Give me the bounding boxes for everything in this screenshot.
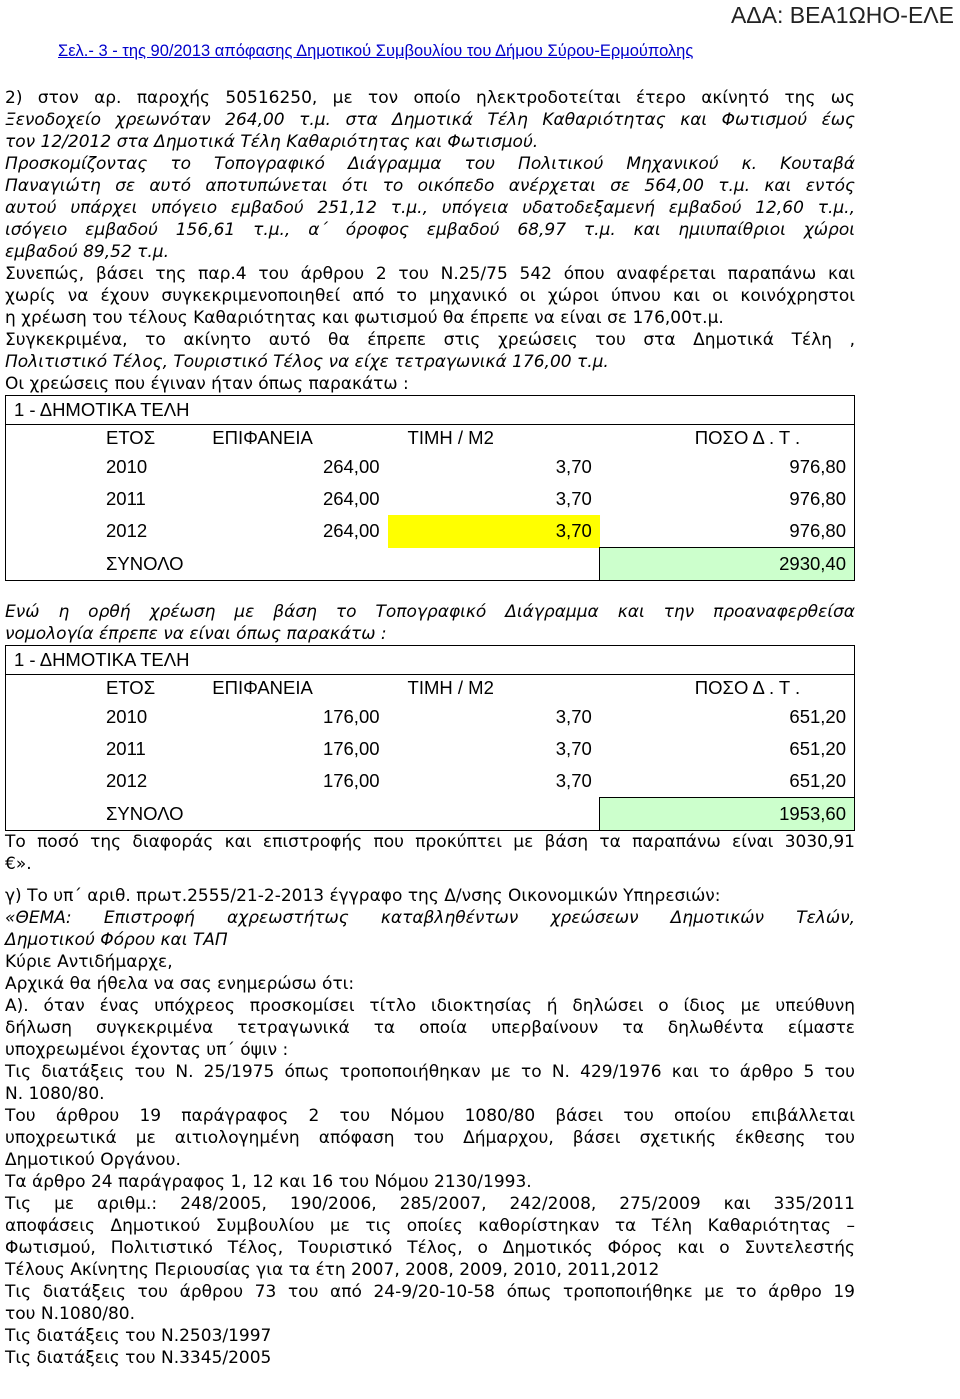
table2-header-year: ΕΤΟΣ <box>6 675 193 702</box>
table1-r1-price: 3,70 <box>555 456 592 477</box>
table2-header-area: ΕΠΙΦΑΝΕΙΑ <box>212 677 313 698</box>
table2-r2-amount: 651,20 <box>600 733 855 765</box>
closing-line-23: Τις διατάξεις του Ν.2503/1997 <box>5 1326 272 1346</box>
table-row <box>6 515 855 548</box>
table1-total-blank-1 <box>192 548 387 581</box>
table2-r2-price: 3,70 <box>555 738 592 759</box>
table1-header-price: ΤΙΜΗ / Μ2 <box>407 427 494 448</box>
intro-line-6: αυτού υπάρχει υπόγειο εμβαδού 251,12 τ.μ., υπόγεια υδατοδεξαμενή εμβαδού 12,60 τ.μ., <box>5 198 855 218</box>
table2-r3-price: 3,70 <box>555 770 592 792</box>
table2-total-label: ΣΥΝΟΛΟ <box>6 798 193 831</box>
table2-r3-area: 176,00 <box>322 770 380 792</box>
closing-line-13: Του άρθρου 19 παράγραφος 2 του Νόμου 1080/80 βάσει του οποίου επιβάλλεται <box>5 1106 855 1126</box>
closing-line-6: Κύριε Αντιδήμαρχε, <box>5 952 173 972</box>
table-row <box>6 701 855 733</box>
intro-line-13: Πολιτιστικό Τέλος, Τουριστικό Τέλος να είχε τετραγωνικά 176,00 τ.μ. <box>5 352 609 372</box>
closing-line-7: Αρχικά θα ήθελα να σας ενημερώσω ότι: <box>5 974 355 994</box>
closing-line-21: Τις διατάξεις του άρθρου 73 του από 24-9/20-10-58 όπως τροποποιήθηκε με το άρθρο 19 <box>5 1282 855 1302</box>
table2-r3-amount: 651,20 <box>600 765 855 798</box>
closing-line-1: Το ποσό της διαφοράς και επιστροφής που προκύπτει με βάση τα παραπάνω είναι 3030,91 <box>5 832 855 852</box>
intro-line-2: Ξενοδοχείο χρεωνόταν 264,00 τ.μ. στα Δημοτικά Τέλη Καθαριότητας και Φωτισμού έως <box>5 110 855 130</box>
intro-line-8: εμβαδού 89,52 τ.μ. <box>5 242 170 262</box>
closing-line-3: γ) Το υπ΄ αριθ. πρωτ.2555/21-2-2013 έγγραφο της Δ/νσης Οικονομικών Υπηρεσιών: <box>5 886 721 906</box>
table1-r1-area: 264,00 <box>322 456 380 477</box>
page-header-link[interactable]: Σελ.- 3 - της 90/2013 απόφασης Δημοτικού Συμβουλίου του Δήμου Σύρου-Ερμούπολης <box>58 42 694 60</box>
closing-line-12: Ν. 1080/80. <box>5 1084 105 1104</box>
table1-r3-price-highlight: 3,70 <box>388 515 600 548</box>
table1-r3-area: 264,00 <box>322 520 380 542</box>
table1-section-title: 1 - ΔΗΜΟΤΙΚΑ ΤΕΛΗ <box>6 396 855 425</box>
table2-r1-area: 176,00 <box>322 706 380 727</box>
table-row <box>6 483 855 515</box>
table-row <box>6 765 855 798</box>
middle-line-2: νομολογία έπρεπε να είναι όπως παρακάτω : <box>5 624 387 644</box>
closing-line-5: Δημοτικού Φόρου και ΤΑΠ <box>5 930 228 950</box>
table1-r2-year: 2011 <box>6 483 193 515</box>
intro-line-4: Προσκομίζοντας το Τοπογραφικό Διάγραμμα του Πολιτικού Μηχανικού κ. Κουταβά <box>5 154 855 174</box>
closing-line-19: Φωτισμού, Πολιτιστικό Τέλος, Τουριστικό Τέλος, ο Δημοτικός Φόρος και ο Συντελεστής <box>5 1238 855 1258</box>
table1-header-year: ΕΤΟΣ <box>6 425 193 452</box>
table1-r3-amount: 976,80 <box>600 515 855 548</box>
closing-line-9: δήλωση συγκεκριμένα τετραγωνικά τα οποία υπερβαίνουν τα δηλωθέντα είμαστε <box>5 1018 855 1038</box>
table2-total-blank-1 <box>192 798 387 831</box>
table1-r1-year: 2010 <box>6 451 193 483</box>
closing-line-15: Δημοτικού Οργάνου. <box>5 1150 181 1170</box>
table1-total-value: 2930,40 <box>600 548 855 581</box>
intro-line-14: Οι χρεώσεις που έγιναν ήταν όπως παρακάτω : <box>5 374 409 394</box>
table2-r1-amount: 651,20 <box>600 701 855 733</box>
closing-line-2: €». <box>5 854 32 874</box>
closing-line-22: του Ν.1080/80. <box>5 1304 136 1324</box>
table1-r2-amount: 976,80 <box>600 483 855 515</box>
table1-header-area: ΕΠΙΦΑΝΕΙΑ <box>212 427 313 448</box>
table2-r3-year: 2012 <box>6 765 193 798</box>
charges-table-actual <box>5 395 855 581</box>
table1-r2-price: 3,70 <box>555 488 592 509</box>
table-row-total <box>6 798 855 831</box>
table2-header-amount: ΠΟΣΟ Δ . Τ . <box>600 675 855 702</box>
intro-line-7: ισόγειο εμβαδού 156,61 τ.μ., α΄ όροφος εμβαδού 68,97 τ.μ. και ημιυπαίθριοι χώροι <box>5 220 855 240</box>
table1-r2-area: 264,00 <box>322 488 380 509</box>
table2-header-price: ΤΙΜΗ / Μ2 <box>407 677 494 698</box>
closing-line-11: Τις διατάξεις του Ν. 25/1975 όπως τροποποιήθηκαν με το Ν. 429/1976 και το άρθρο 5 του <box>5 1062 855 1082</box>
closing-line-24: Τις διατάξεις του Ν.3345/2005 <box>5 1348 272 1368</box>
table2-r2-year: 2011 <box>6 733 193 765</box>
intro-line-5: Παναγιώτη σε αυτό αποτυπώνεται ότι το οικόπεδο ανέρχεται σε 564,00 τ.μ. και εντός <box>5 176 855 196</box>
table1-r3-year: 2012 <box>6 515 193 548</box>
intro-line-9: Συνεπώς, βάσει της παρ.4 του άρθρου 2 του Ν.25/75 542 όπου αναφέρεται παραπάνω και <box>5 264 855 284</box>
closing-line-4: «ΘΕΜΑ: Επιστροφή αχρεωστήτως καταβληθέντων χρεώσεων Δημοτικών Τελών, <box>5 908 855 928</box>
table2-r2-area: 176,00 <box>322 738 380 759</box>
closing-line-10: υποχρεωμένοι έχοντας υπ΄ όψιν : <box>5 1040 289 1060</box>
middle-line-1: Ενώ η ορθή χρέωση με βάση το Τοπογραφικό Διάγραμμα και την προαναφερθείσα <box>5 602 855 622</box>
table1-total-blank-2 <box>388 548 600 581</box>
table-row <box>6 733 855 765</box>
closing-line-17: Τις με αριθμ.: 248/2005, 190/2006, 285/2007, 242/2008, 275/2009 και 335/2011 <box>5 1194 855 1214</box>
closing-line-18: αποφάσεις Δημοτικού Συμβουλίου με τις οποίες καθορίστηκαν τα Τέλη Καθαριότητας – <box>5 1216 855 1236</box>
closing-line-8: Α). όταν ένας υπόχρεος προσκομίσει τίτλο ιδιοκτησίας ή δηλώσει ο ίδιος με υπεύθυνη <box>5 996 855 1016</box>
table2-section-title: 1 - ΔΗΜΟΤΙΚΑ ΤΕΛΗ <box>6 646 855 675</box>
charges-table-correct <box>5 645 855 831</box>
intro-line-1: 2) στον αρ. παροχής 50516250, με τον οποίο ηλεκτροδοτείται έτερο ακίνητό της ως <box>5 88 855 108</box>
table-row <box>6 451 855 483</box>
table-row-total <box>6 548 855 581</box>
ada-code: ΑΔΑ: ΒΕΑ1ΩΗΟ-ΕΛΕ <box>730 2 954 28</box>
table2-r1-price: 3,70 <box>555 706 592 727</box>
document-body <box>5 87 855 1369</box>
table1-total-label: ΣΥΝΟΛΟ <box>6 548 193 581</box>
table1-header-amount: ΠΟΣΟ Δ . Τ . <box>600 425 855 452</box>
closing-line-16: Τα άρθρο 24 παράγραφος 1, 12 και 16 του Νόμου 2130/1993. <box>5 1172 532 1192</box>
intro-line-12: Συγκεκριμένα, το ακίνητο αυτό θα έπρεπε στις χρεώσεις του στα Δημοτικά Τέλη , <box>5 330 855 350</box>
table2-total-blank-2 <box>388 798 600 831</box>
intro-line-10: χωρίς να έχουν συγκεκριμενοποιηθεί από το μηχανικό οι χώροι ύπνου και οι κοινόχρηστοι <box>5 286 855 306</box>
table2-r1-year: 2010 <box>6 701 193 733</box>
intro-line-11: η χρέωση του τέλους Καθαριότητας και φωτισμού θα έπρεπε να είναι σε 176,00τ.μ. <box>5 308 724 328</box>
closing-line-20: Τέλους Ακίνητης Περιουσίας για τα έτη 2007, 2008, 2009, 2010, 2011,2012 <box>5 1260 660 1280</box>
table2-total-value: 1953,60 <box>600 798 855 831</box>
closing-line-14: υποχρεωτικά με αιτιολογημένη απόφαση του Δήμαρχου, βάσει σχετικής έκθεσης του <box>5 1128 855 1148</box>
intro-line-3: τον 12/2012 στα Δημοτικά Τέλη Καθαριότητας και Φωτισμού. <box>5 132 539 152</box>
table1-r1-amount: 976,80 <box>600 451 855 483</box>
